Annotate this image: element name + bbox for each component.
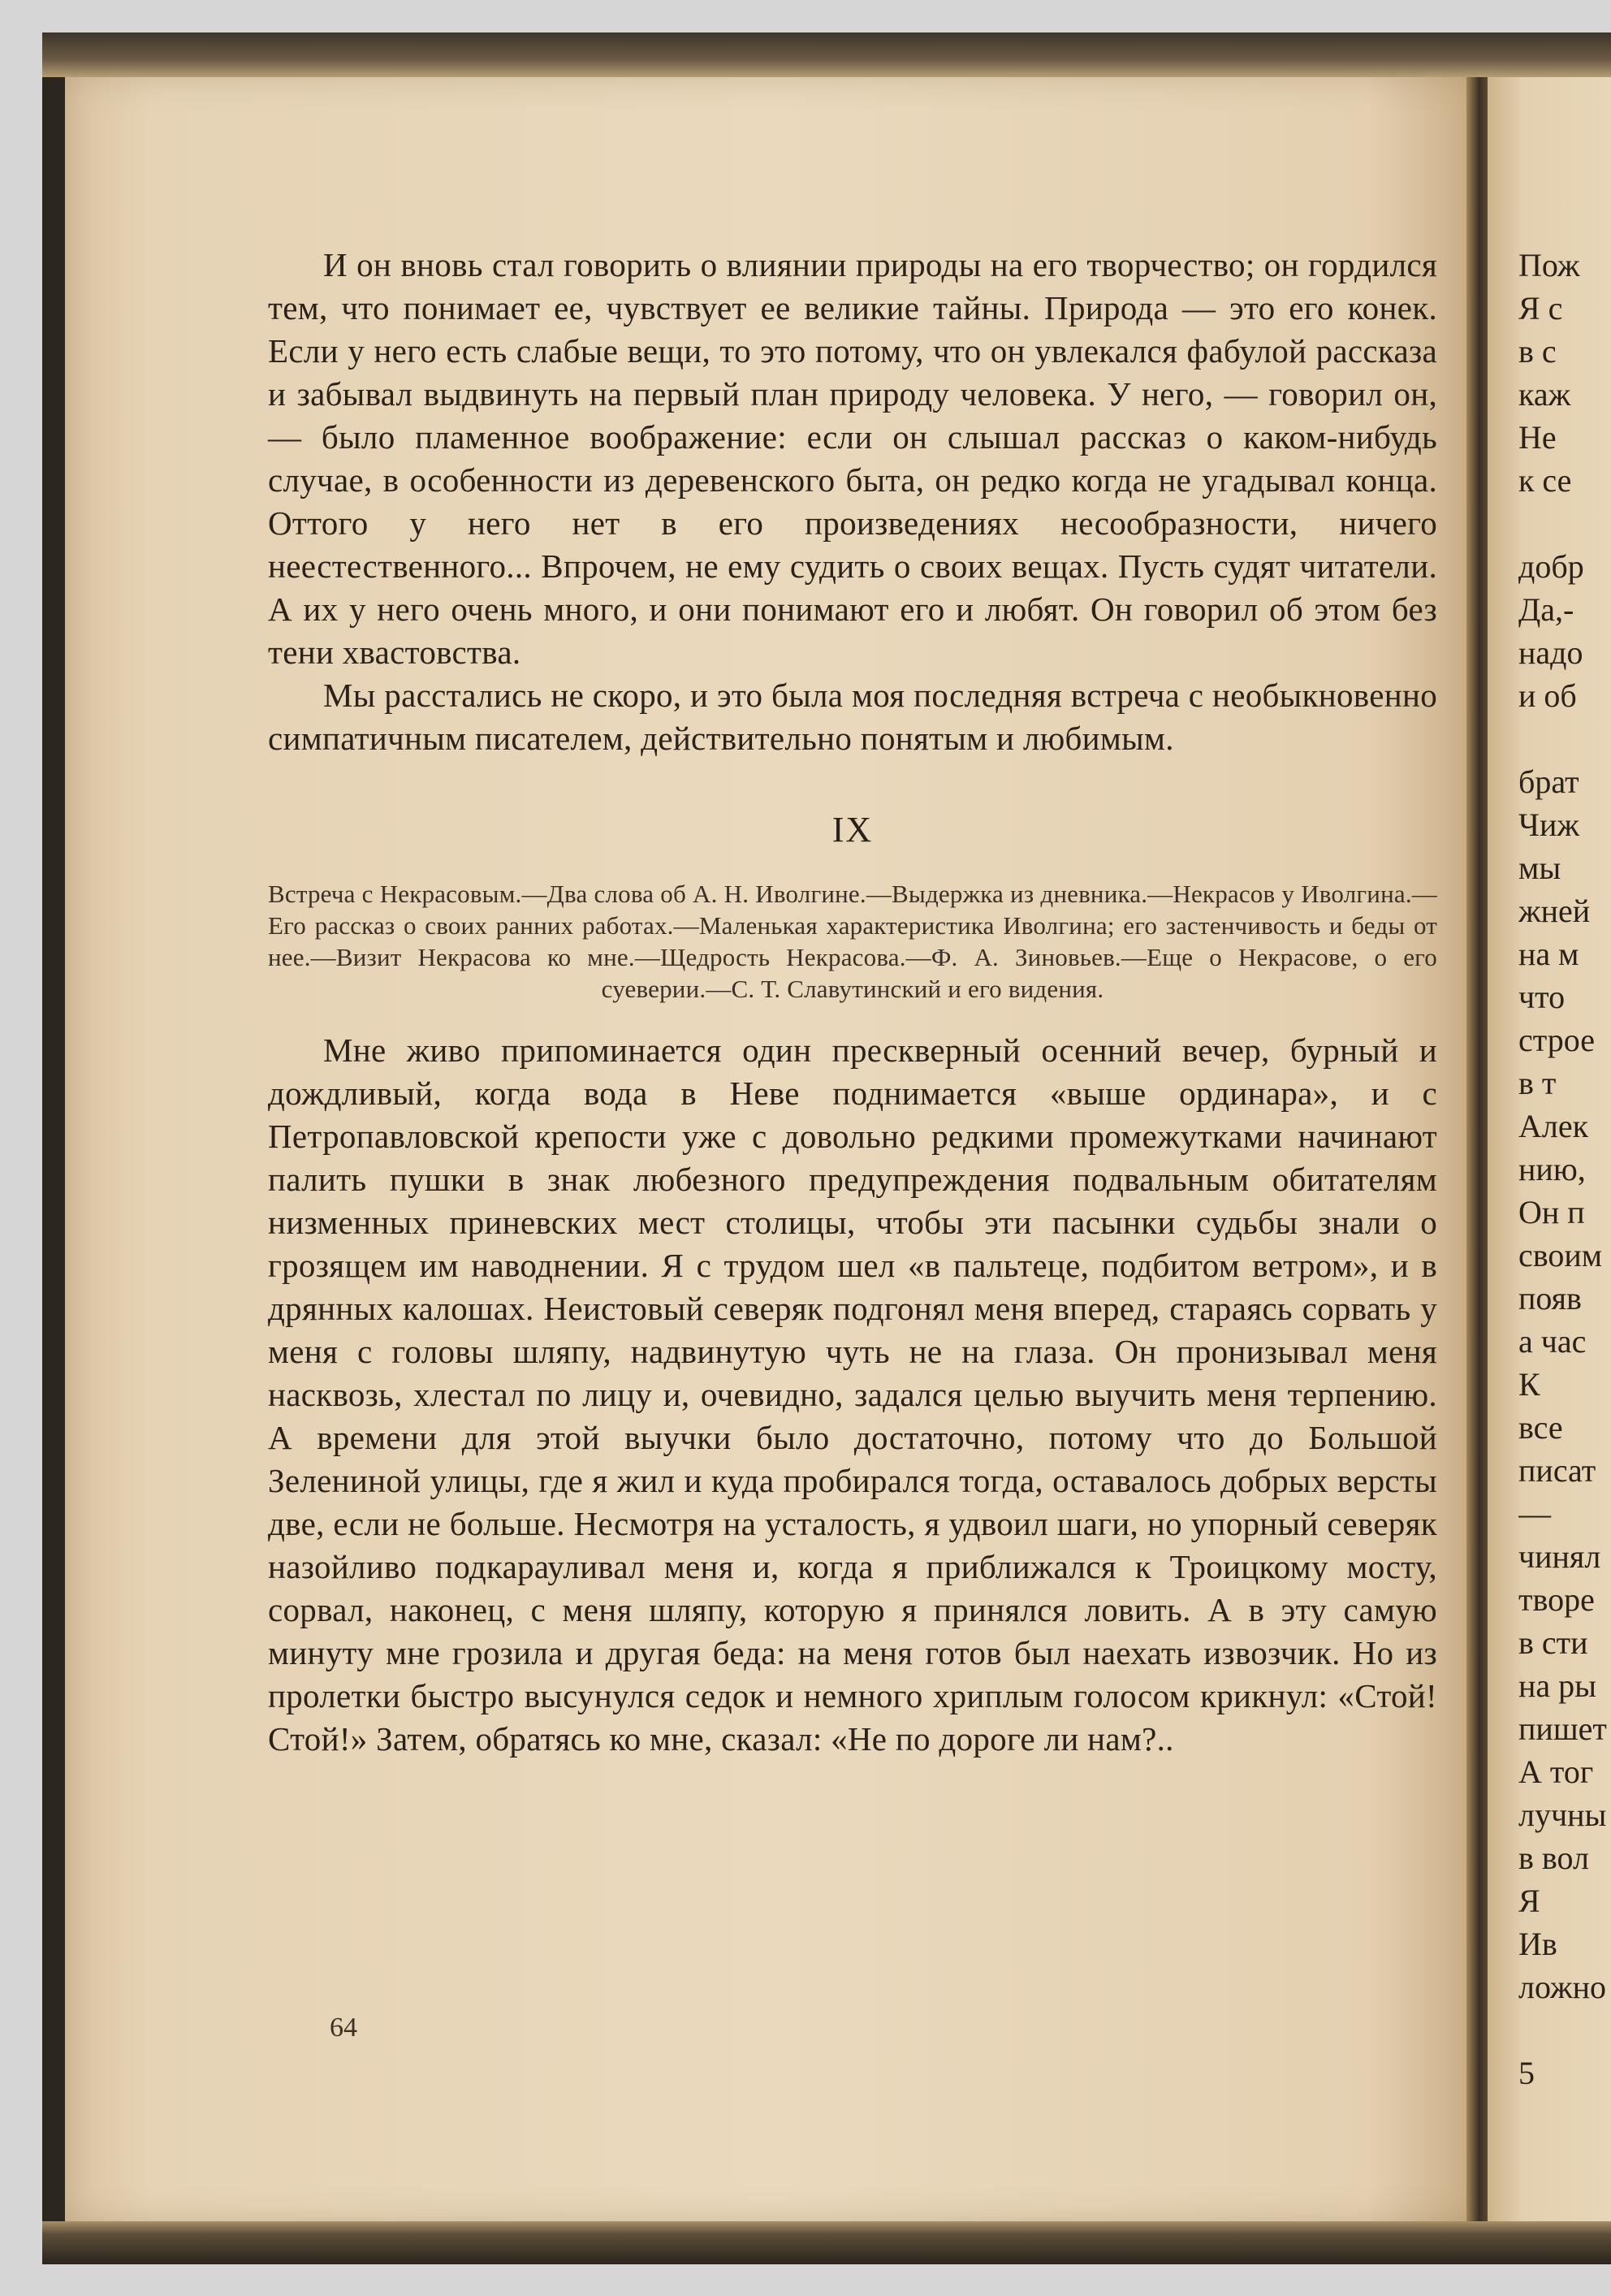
left-page-text xyxy=(268,244,1437,1761)
right-page-line-fragment: Ив xyxy=(1518,1926,1557,1962)
paragraph: И он вновь стал говорить о влиянии природы на его творчество; он гордился тем, что понимает ее, чувствует ее великие тайны. Природа — это его конек. Если у него есть слабые вещи, то это потому, что он увлекался фабулой рассказа и забывал выдвинуть на первый план природу человека. У него, — говорил он, — было пламенное воображение: если он слышал рассказ о каком-нибудь случае, в особенности из деревенского быта, он редко когда не угадывал конца. Оттого у него нет в его произведениях несообразности, ничего неестественного... Впрочем, не ему судить о своих вещах. Пусть судят читатели. А их у него очень много, и они понимают его и любят. Он говорил об этом без тени хвастовства. xyxy=(268,246,1437,671)
right-page-text-fragments xyxy=(1518,244,1611,2095)
chapter-opening-paragraph: Мне живо припоминается один прескверный осенний вечер, бурный и дождливый, когда вода в Неве поднимается «выше ординара», и с Петропавловской крепости уже с довольно редкими промежутками начинают палить пушки в знак любезного предупреждения подвальным обитателям низменных приневских мест столицы, чтобы эти пасынки судьбы знали о грозящем им наводнении. Я с трудом шел «в пальтеце, подбитом ветром», и в дрянных калошах. Неистовый северяк подгонял меня вперед, стараясь сорвать у меня с головы шляпу, надвинутую чуть не на глаза. Он пронизывал меня насквозь, хлестал по лицу и, очевидно, задался целью выучить меня терпению. А времени для этой выучки было достаточно, потому что до Большой Зелениной улицы, где я жил и куда пробирался тогда, оставалось добрых версты две, если не больше. Несмотря на усталость, я удвоил шаги, но упорный северяк назойливо подкарауливал меня и, когда я приближался к Троицкому мосту, сорвал, наконец, с меня шляпу, которую я принялся ловить. А в эту самую минуту мне грозила и другая беда: на меня готов был наехать извозчик. Но из пролетки быстро высунулся седок и немного хриплым голосом крикнул: «Стой! Стой!» Затем, обратясь ко мне, сказал: «Не по дороге ли нам?.. xyxy=(268,1031,1437,1758)
right-page-line-fragment: в с xyxy=(1518,333,1557,370)
right-page-line-fragment: Чиж xyxy=(1518,806,1580,843)
page-number: 64 xyxy=(330,2013,357,2043)
chapter-summary: Встреча с Некрасовым.—Два слова об А. Н. Иволгине.—Выдержка из дневника.—Некрасов у Иволгина.—Его рассказ о своих ранних работах.—Маленькая характеристика Иволгина; его застенчивость и беды от нее.—Визит Некрасова ко мне.—Щедрость Некрасова.—Ф. А. Зиновьев.—Еще о Некрасове, о его суеверии.—С. Т. Славутинский и его видения. xyxy=(268,880,1437,1003)
right-page-line-fragment: в вол xyxy=(1518,1840,1589,1876)
right-page-line-fragment: появ xyxy=(1518,1280,1582,1317)
right-page-line-fragment xyxy=(1518,2008,1611,2052)
paragraph: Мы расстались не скоро, и это была моя последняя встреча с необыкновенно симпатичным писателем, действительно понятым и любимым. xyxy=(268,677,1437,757)
right-page-line-fragment: Да,- xyxy=(1518,591,1574,628)
right-page-line-fragment: брат xyxy=(1518,763,1579,800)
right-page-line-fragment: все xyxy=(1518,1409,1563,1446)
right-page-line-fragment: в т xyxy=(1518,1065,1557,1101)
right-page-line-fragment: лучны xyxy=(1518,1797,1607,1833)
right-page-line-fragment: Не xyxy=(1518,419,1557,456)
book-top-edge xyxy=(42,32,1611,77)
right-page-line-fragment: надо xyxy=(1518,634,1583,671)
right-page-line-fragment: нию, xyxy=(1518,1151,1586,1187)
right-page-line-fragment: строе xyxy=(1518,1022,1595,1058)
right-page-line-fragment: писат xyxy=(1518,1452,1596,1489)
right-page-line-fragment: 5 xyxy=(1518,2055,1535,2091)
right-page-line-fragment: К xyxy=(1518,1366,1540,1403)
right-page-line-fragment: ложно xyxy=(1518,1969,1607,2005)
right-page-line-fragment: к се xyxy=(1518,462,1572,499)
right-page-line-fragment: своим xyxy=(1518,1237,1603,1273)
right-page-line-fragment: Он п xyxy=(1518,1194,1585,1230)
right-page-line-fragment: Я с xyxy=(1518,290,1563,326)
chapter-numeral: IX xyxy=(831,810,874,850)
book-bottom-edge xyxy=(42,2221,1611,2264)
right-page-line-fragment xyxy=(1518,502,1611,545)
right-page-line-fragment: каж xyxy=(1518,376,1571,413)
right-page-line-fragment: а час xyxy=(1518,1323,1587,1360)
right-page-line-fragment: жней xyxy=(1518,893,1591,929)
right-page-line-fragment: — xyxy=(1518,1495,1551,1532)
right-page-line-fragment: мы xyxy=(1518,850,1561,886)
right-page-line-fragment: что xyxy=(1518,979,1566,1015)
right-page-line-fragment: на м xyxy=(1518,936,1579,972)
right-page-line-fragment: Я xyxy=(1518,1883,1540,1919)
right-page-line-fragment: пишет xyxy=(1518,1710,1607,1747)
right-page-line-fragment: Алек xyxy=(1518,1108,1589,1144)
right-page-line-fragment xyxy=(1518,717,1611,760)
right-page-line-fragment: и об xyxy=(1518,677,1577,714)
book-gutter xyxy=(1466,77,1488,2221)
right-page-line-fragment: добр xyxy=(1518,548,1584,585)
right-page-line-fragment: творе xyxy=(1518,1581,1595,1618)
right-page-line-fragment: А тог xyxy=(1518,1753,1594,1790)
right-page-line-fragment: на ры xyxy=(1518,1667,1597,1704)
right-page-line-fragment: Пож xyxy=(1518,247,1580,283)
right-page-line-fragment: чинял xyxy=(1518,1538,1601,1575)
right-page-line-fragment: в сти xyxy=(1518,1624,1588,1661)
